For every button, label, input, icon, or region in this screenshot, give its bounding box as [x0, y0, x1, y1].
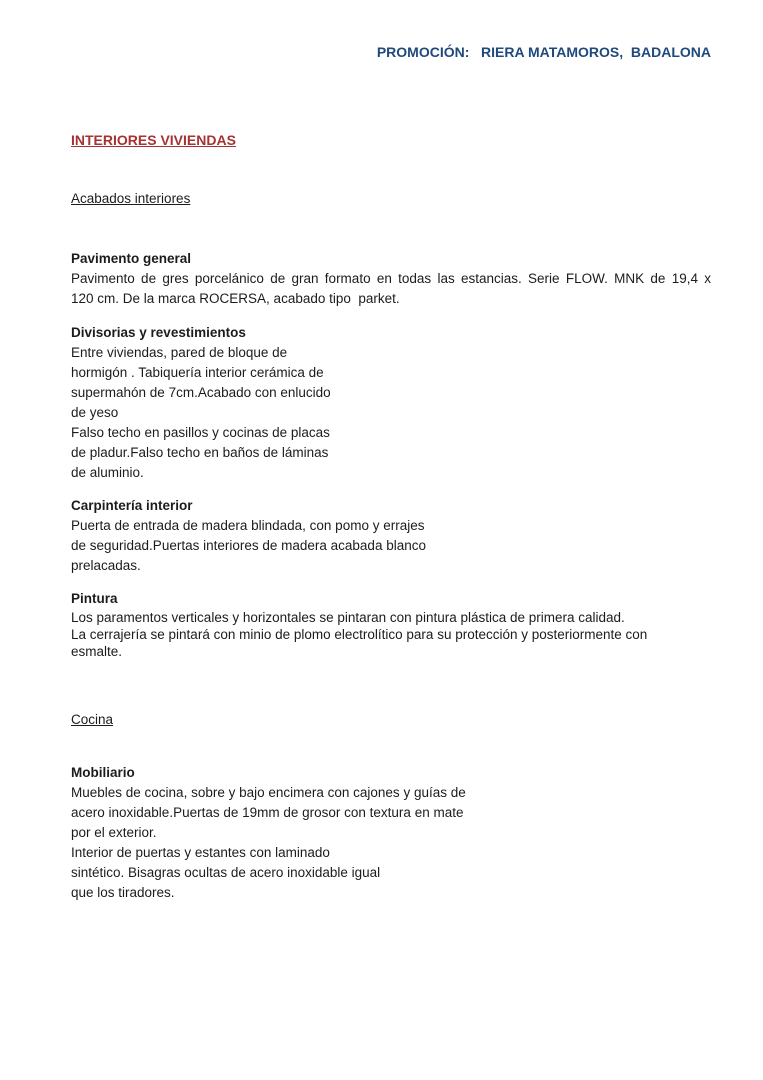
subheading-cocina: Cocina [71, 712, 114, 727]
paragraph-line: de seguridad.Puertas interiores de madera acabada blanco [71, 538, 426, 553]
block-title-pintura: Pintura [71, 591, 118, 606]
paragraph-line: Puerta de entrada de madera blindada, con pomo y errajes [71, 518, 425, 533]
main-heading: INTERIORES VIVIENDAS [71, 132, 236, 148]
block-title-pavimento: Pavimento general [71, 251, 192, 266]
block-divisorias-revestimientos [71, 323, 711, 483]
paragraph-line: Pavimento de gres porcelánico de gran formato en todas las estancias. Serie FLOW. MNK de 19,4 x [71, 271, 711, 286]
block-pavimento-general [71, 249, 711, 309]
block-mobiliario [71, 763, 711, 903]
paragraph-line: de aluminio. [71, 465, 144, 480]
paragraph-line: Muebles de cocina, sobre y bajo encimera con cajones y guías de [71, 785, 466, 800]
block-pintura [71, 589, 711, 660]
paragraph-line: que los tiradores. [71, 885, 175, 900]
paragraph-line: de yeso [71, 405, 119, 420]
paragraph-line: hormigón . Tabiquería interior cerámica de [71, 365, 324, 380]
paragraph-line: por el exterior. [71, 825, 157, 840]
block-title-mobiliario: Mobiliario [71, 765, 135, 780]
paragraph-line: 120 cm. De la marca ROCERSA, acabado tipo parket. [71, 291, 400, 306]
block-carpinteria-interior [71, 496, 711, 576]
paragraph-line: Interior de puertas y estantes con laminado [71, 845, 330, 860]
paragraph-line: acero inoxidable.Puertas de 19mm de grosor con textura en mate [71, 805, 464, 820]
block-title-carpinteria: Carpintería interior [71, 498, 193, 513]
promotion-header: PROMOCIÓN: RIERA MATAMOROS, BADALONA [376, 44, 711, 60]
paragraph-line: Entre viviendas, pared de bloque de [71, 345, 288, 360]
subheading-acabados-interiores: Acabados interiores [71, 191, 191, 206]
paragraph-line: prelacadas. [71, 558, 141, 573]
paragraph-line: Los paramentos verticales y horizontales se pintaran con pintura plástica de primera calidad. [71, 610, 625, 625]
paragraph-line: de pladur.Falso techo en baños de láminas [71, 445, 329, 460]
paragraph-line: Falso techo en pasillos y cocinas de placas [71, 425, 330, 440]
block-title-divisorias: Divisorias y revestimientos [71, 325, 246, 340]
paragraph-line: La cerrajería se pintará con minio de plomo electrolítico para su protección y posteriormente con [71, 627, 648, 642]
paragraph-line: sintético. Bisagras ocultas de acero inoxidable igual [71, 865, 381, 880]
paragraph-line: esmalte. [71, 644, 123, 659]
paragraph-line: supermahón de 7cm.Acabado con enlucido [71, 385, 331, 400]
